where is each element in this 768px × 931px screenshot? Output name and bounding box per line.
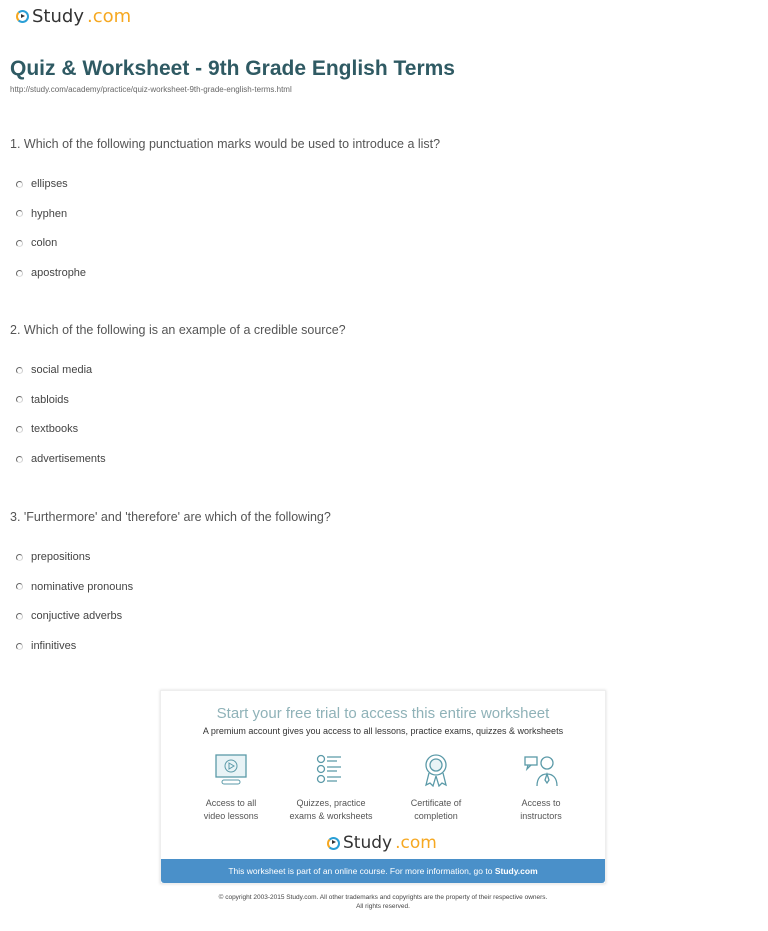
answer-option[interactable] [16, 581, 133, 593]
answer-option[interactable] [16, 453, 106, 465]
study-logo-promo[interactable] [327, 833, 437, 853]
radio-button[interactable] [16, 181, 23, 188]
logo-tld: .com [395, 833, 437, 853]
play-icon [16, 10, 29, 23]
answer-option[interactable] [16, 423, 78, 435]
banner-text: This worksheet is part of an online course. For more information, go to [228, 866, 495, 876]
study-logo[interactable] [16, 6, 131, 27]
copyright-line: © copyright 2003-2015 Study.com. All other trademarks and copyrights are the property of their respective owners. [218, 894, 548, 901]
answer-option[interactable] [16, 551, 90, 563]
option-label: hyphen [31, 207, 68, 220]
promo-title: Start your free trial to access this entire worksheet [216, 705, 550, 722]
play-icon [327, 837, 340, 850]
video-monitor-icon [213, 753, 249, 787]
radio-button[interactable] [16, 583, 23, 590]
radio-button[interactable] [16, 426, 23, 433]
feature-label: Access to all [205, 798, 257, 808]
option-label: tabloids [31, 393, 69, 406]
study-link[interactable]: Study.com [494, 866, 538, 876]
feature-label: video lessons [203, 811, 259, 821]
feature-label: completion [414, 811, 458, 821]
radio-button[interactable] [16, 554, 23, 561]
answer-option[interactable] [16, 364, 92, 376]
question-text: 3. 'Furthermore' and 'therefore' are which of the following? [10, 510, 331, 524]
answer-option[interactable] [16, 267, 86, 279]
instructor-chat-icon [523, 753, 559, 787]
feature-quizzes [281, 753, 381, 823]
logo-text: Study [343, 833, 393, 853]
feature-label: Quizzes, practice [296, 798, 366, 808]
page-title: Quiz & Worksheet - 9th Grade English Terms [10, 57, 455, 80]
answer-option[interactable] [16, 610, 122, 622]
option-label: apostrophe [31, 267, 87, 280]
checklist-icon [313, 753, 349, 787]
answer-option[interactable] [16, 394, 69, 406]
option-label: ellipses [31, 178, 68, 190]
promo-box [160, 690, 606, 884]
logo-tld: .com [86, 6, 132, 27]
copyright-line: All rights reserved. [356, 903, 410, 910]
option-label: social media [31, 364, 93, 376]
copyright [160, 893, 606, 911]
radio-button[interactable] [16, 643, 23, 650]
question-text: 1. Which of the following punctuation marks would be used to introduce a list? [10, 137, 441, 151]
option-label: nominative pronouns [31, 580, 134, 593]
option-label: colon [31, 237, 58, 250]
info-banner [161, 859, 605, 883]
feature-instructors [491, 753, 591, 823]
option-label: infinitives [31, 640, 77, 653]
feature-label: Certificate of [410, 798, 462, 808]
option-label: conjuctive adverbs [31, 610, 123, 623]
feature-label: instructors [520, 811, 562, 821]
option-label: advertisements [31, 453, 106, 466]
option-label: prepositions [31, 551, 91, 563]
answer-option[interactable] [16, 208, 67, 220]
logo-text: Study [32, 6, 84, 27]
option-label: textbooks [31, 423, 79, 436]
feature-video [181, 753, 281, 823]
answer-option[interactable] [16, 640, 76, 652]
radio-button[interactable] [16, 613, 23, 620]
feature-certificate [386, 753, 486, 823]
answer-option[interactable] [16, 237, 57, 249]
promo-subtitle: A premium account gives you access to all lessons, practice exams, quizzes & worksheets [202, 726, 564, 736]
answer-option[interactable] [16, 178, 68, 190]
radio-button[interactable] [16, 367, 23, 374]
radio-button[interactable] [16, 456, 23, 463]
certificate-ribbon-icon [418, 753, 454, 787]
feature-label: Access to [521, 798, 561, 808]
page-url: http://study.com/academy/practice/quiz-worksheet-9th-grade-english-terms.html [10, 85, 292, 94]
radio-button[interactable] [16, 396, 23, 403]
feature-label: exams & worksheets [289, 811, 373, 821]
radio-button[interactable] [16, 270, 23, 277]
radio-button[interactable] [16, 210, 23, 217]
radio-button[interactable] [16, 240, 23, 247]
question-text: 2. Which of the following is an example of a credible source? [10, 323, 346, 337]
